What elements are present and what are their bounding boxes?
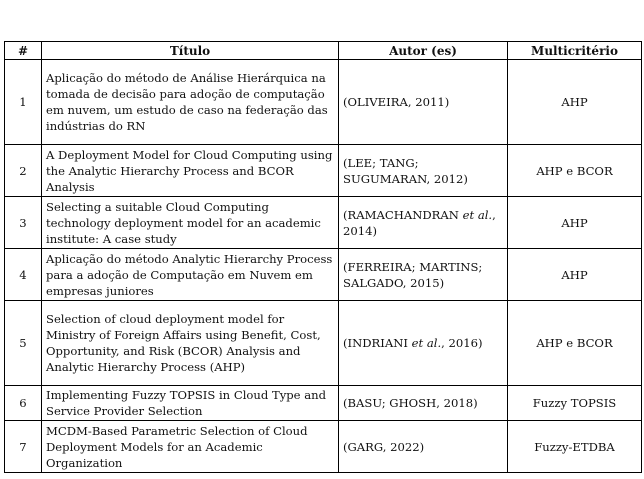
table-header-row — [5, 42, 642, 60]
row-number: 5 — [5, 301, 42, 386]
row-title: Selection of cloud deployment model for Ministry of Foreign Affairs using Benefit, Cost, Opportunity, and Risk (BCOR) Analysis and Analytic Hierarchy Process (AHP) — [42, 301, 339, 386]
row-method: AHP — [508, 60, 642, 145]
row-title: Aplicação do método de Análise Hierárquica na tomada de decisão para adoção de computação em nuvem, um estudo de caso na federação das indústrias do RN — [42, 60, 339, 145]
row-number: 6 — [5, 386, 42, 421]
row-title: A Deployment Model for Cloud Computing using the Analytic Hierarchy Process and BCOR Analysis — [42, 145, 339, 197]
header-title: Título — [42, 42, 339, 60]
literature-table — [4, 41, 642, 473]
row-method: Fuzzy-ETDBA — [508, 421, 642, 473]
table-row — [5, 301, 642, 386]
row-method: AHP e BCOR — [508, 145, 642, 197]
header-method: Multicritério — [508, 42, 642, 60]
row-title: Aplicação do método Analytic Hierarchy Process para a adoção de Computação em Nuvem em empresas juniores — [42, 249, 339, 301]
row-number: 7 — [5, 421, 42, 473]
row-author: (BASU; GHOSH, 2018) — [339, 386, 508, 421]
row-title: Selecting a suitable Cloud Computing technology deployment model for an academic institute: A case study — [42, 197, 339, 249]
row-number: 2 — [5, 145, 42, 197]
row-author: (FERREIRA; MARTINS; SALGADO, 2015) — [339, 249, 508, 301]
row-author: (LEE; TANG; SUGUMARAN, 2012) — [339, 145, 508, 197]
row-method: Fuzzy TOPSIS — [508, 386, 642, 421]
header-number: # — [5, 42, 42, 60]
row-number: 3 — [5, 197, 42, 249]
table-row — [5, 249, 642, 301]
row-method: AHP — [508, 197, 642, 249]
table-row — [5, 197, 642, 249]
row-title: Implementing Fuzzy TOPSIS in Cloud Type and Service Provider Selection — [42, 386, 339, 421]
row-method: AHP — [508, 249, 642, 301]
table-row — [5, 421, 642, 473]
table-row — [5, 145, 642, 197]
row-author: (GARG, 2022) — [339, 421, 508, 473]
table-row — [5, 60, 642, 145]
row-author: (RAMACHANDRAN et al., 2014) — [339, 197, 508, 249]
header-author: Autor (es) — [339, 42, 508, 60]
row-author: (INDRIANI et al., 2016) — [339, 301, 508, 386]
row-title: MCDM-Based Parametric Selection of Cloud Deployment Models for an Academic Organization — [42, 421, 339, 473]
row-author: (OLIVEIRA, 2011) — [339, 60, 508, 145]
row-number: 4 — [5, 249, 42, 301]
row-method: AHP e BCOR — [508, 301, 642, 386]
row-number: 1 — [5, 60, 42, 145]
table-row — [5, 386, 642, 421]
